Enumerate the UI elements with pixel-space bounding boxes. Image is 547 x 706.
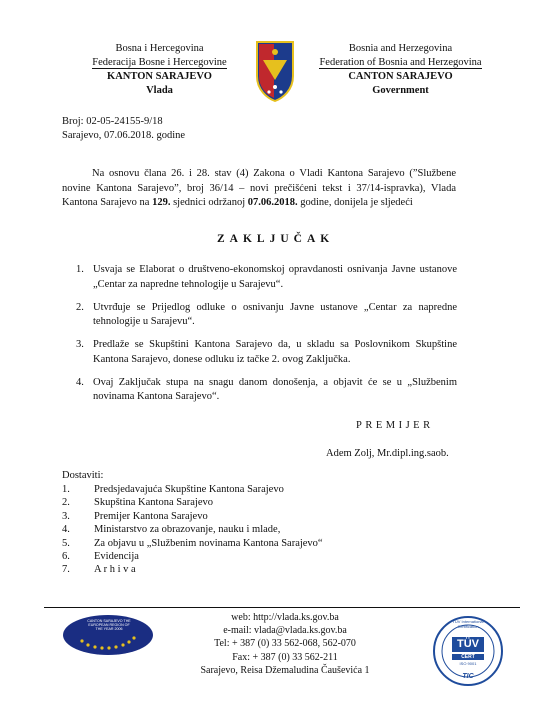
distribution-item-number: 2. <box>62 497 70 509</box>
distribution-item-text: Premijer Kantona Sarajevo <box>94 510 208 522</box>
footer-contact <box>180 611 390 677</box>
coat-of-arms-icon <box>255 40 295 102</box>
distribution-item-number: 1. <box>62 484 70 495</box>
header-left-canton: KANTON SARAJEVO <box>107 71 212 82</box>
distribution-item-number: 4. <box>62 524 70 536</box>
header-right-government: Government <box>372 85 429 96</box>
conclusion-item <box>76 301 457 330</box>
distribution-item <box>62 537 442 550</box>
distribution-item-number: 6. <box>62 550 70 562</box>
distribution-item-number: 5. <box>62 537 70 549</box>
cert-seal-tuv-text: TÜV <box>457 638 479 650</box>
cert-seal-top-text: TÜV International Certification <box>452 619 484 629</box>
signature-role: PREMIJER <box>356 420 434 431</box>
distribution-item-text: A r h i v a <box>94 564 136 576</box>
conclusion-item-text: Usvaja se Elaborat o društveno-ekonomskoj opravdanosti osnivanja Javne ustanove „Centar za napredne tehnologije u Sarajevu“. <box>93 264 457 290</box>
coat-of-arms-logo <box>255 40 295 102</box>
conclusion-item <box>76 338 457 367</box>
header-left <box>62 42 257 98</box>
header-right <box>293 42 508 98</box>
eu-badge-text: CANTON SARAJEVO THE EUROPEAN REGION OF THE YEAR 2006 <box>87 619 131 632</box>
distribution-item-text: Za objavu u „Službenim novinama Kantona Sarajevo“ <box>94 537 323 549</box>
distribution-item-text: Evidencija <box>94 550 139 562</box>
distribution-item <box>62 523 442 536</box>
cert-seal-cert-text: CERT <box>461 654 475 660</box>
header-left-government: Vlada <box>146 85 173 96</box>
session-date: 07.06.2018. <box>247 197 298 208</box>
distribution-item <box>62 550 442 563</box>
header-right-canton: CANTON SARAJEVO <box>348 71 453 82</box>
place-and-date: Sarajevo, 07.06.2018. godine <box>62 130 186 141</box>
distribution-item-text: Predsjedavajuća Skupštine Kantona Sarajevo <box>94 484 284 495</box>
tuv-certification-seal <box>432 615 504 687</box>
conclusion-item-number: 1. <box>76 264 84 275</box>
document-number: Broj: 02-05-24155-9/18 <box>62 116 163 127</box>
conclusion-item-text: Utvrđuje se Prijedlog odluke o osnivanju Javne ustanove „Centar za napredne tehnologije u Sarajevu“. <box>93 301 457 327</box>
conclusion-item-text: Ovaj Zaključak stupa na snagu danom donošenja, a objavit će se u „Službenim novinama Kantona Sarajevo“. <box>93 376 457 402</box>
footer-address: Sarajevo, Reisa Džemaludina Čauševića 1 <box>200 664 370 676</box>
footer-divider <box>44 607 520 608</box>
distribution-item <box>62 483 442 496</box>
conclusion-item <box>76 263 457 292</box>
conclusion-item <box>76 376 457 405</box>
footer-phone: Tel: + 387 (0) 33 562-068, 562-070 <box>214 638 356 650</box>
footer-web-link[interactable]: web: http://vlada.ks.gov.ba <box>231 612 339 623</box>
conclusion-item-number: 2. <box>76 301 84 313</box>
conclusion-items <box>76 263 457 413</box>
conclusion-item-text: Predlaže se Skupštini Kantona Sarajevo da, u skladu sa Poslovnikom Skupštine Kantona Sarajevo, donese odluku iz tačke 2. ovog Zaključka. <box>93 339 457 365</box>
european-region-badge <box>62 614 154 656</box>
header-left-federation: Federacija Bosne i Hercegovine <box>92 57 227 68</box>
distribution-item-number: 7. <box>62 564 70 576</box>
conclusion-item-number: 4. <box>76 376 84 388</box>
conclusion-item-number: 3. <box>76 339 84 350</box>
distribution-list <box>62 483 442 579</box>
distribution-item <box>62 496 442 509</box>
footer-fax: Fax: + 387 (0) 33 562-211 <box>232 651 338 663</box>
cert-seal-iso-text: ISO 9001 <box>459 661 477 666</box>
footer-email-link[interactable]: e-mail: vlada@vlada.ks.gov.ba <box>223 625 347 637</box>
signature-name: Adem Zolj, Mr.dipl.ing.saob. <box>326 448 449 459</box>
distribution-item-number: 3. <box>62 510 70 522</box>
distribution-item <box>62 563 442 576</box>
session-number: 129. <box>152 197 171 208</box>
distribution-label: Dostaviti: <box>62 470 104 481</box>
header-right-country: Bosnia and Herzegovina <box>348 43 453 54</box>
cert-seal-bottom-text: TIC <box>462 673 474 680</box>
distribution-item-text: Ministarstvo za obrazovanje, nauku i mlade, <box>94 524 281 536</box>
intro-paragraph: Na osnovu člana 26. i 28. stav (4) Zakona o Vladi Kantona Sarajevo (”Službene novine Kantona Sarajevo”, broj 36/14 – novi prečišćeni tekst i 37/14-ispravka), Vlada Kantona Sarajevo na 129. sjednici održanoj 07.06.2018. godine, donijela je sljedeći <box>62 168 456 208</box>
header-right-federation: Federation of Bosnia and Herzegovina <box>319 57 482 68</box>
document-title: ZAKLJUČAK <box>217 233 335 245</box>
distribution-item-text: Skupština Kantona Sarajevo <box>94 497 213 509</box>
distribution-item <box>62 510 442 523</box>
header-left-country: Bosna i Hercegovina <box>115 43 204 54</box>
